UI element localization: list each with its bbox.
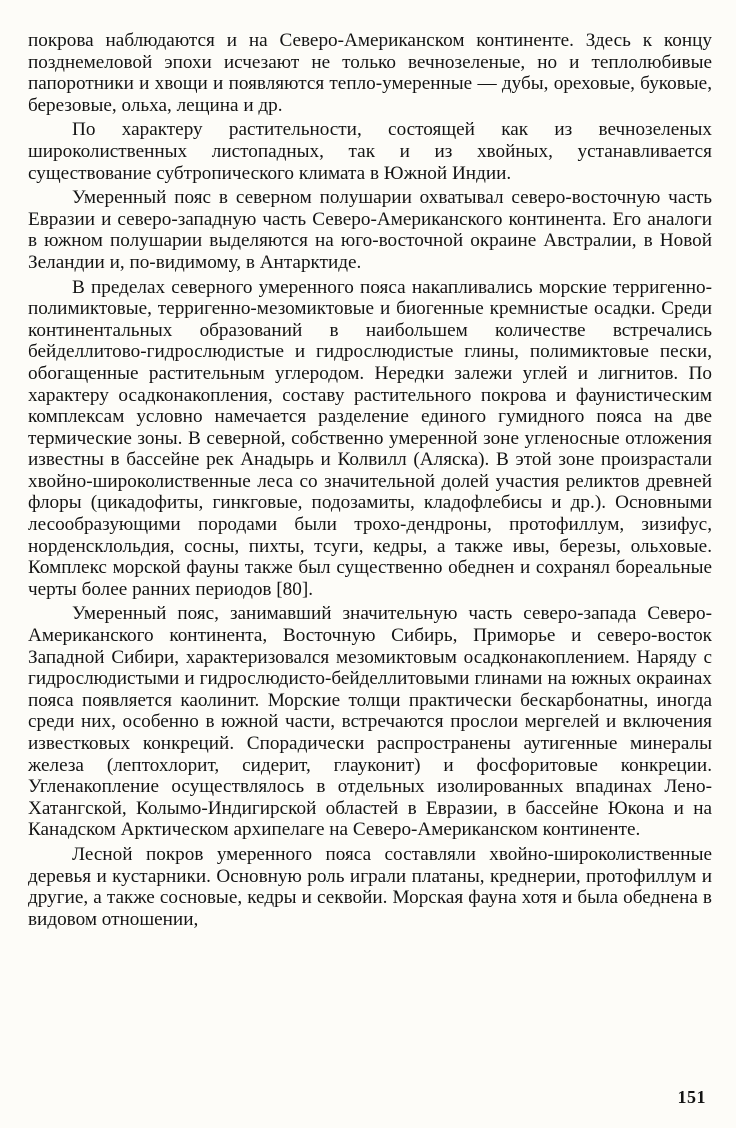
paragraph-south-india-climate: По характеру растительности, состоящей как из вечнозеленых широколиственных листопадных, так и из хвойных, устанавливается существование субтропического климата в Южной Индии.: [28, 119, 712, 184]
paragraph-northern-temperate-sediments: В пределах северного умеренного пояса накапливались морские терригенно-полимиктовые, терригенно-мезомиктовые и биогенные кремнистые осадки. Среди континентальных образований в наибольшем количестве встречались бейделлитово-гидрослюдистые и гидрослюдистые глины, полимиктовые пески, обогащенные растительным углеродом. Нередки залежи углей и лигнитов. По характеру осадконакопления, составу растительного покрова и фаунистическим комплексам условно намечается разделение единого гумидного пояса на две термические зоны. В северной, собственно умеренной зоне угленосные отложения известны в бассейне рек Анадырь и Колвилл (Аляска). В этой зоне произрастали хвойно-широколиственные леса со значительной долей участия реликтов древней флоры (цикадофиты, гинкговые, подозамиты, кладофлебисы и др.). Основными лесообразующими породами были трохо-дендроны, протофиллум, зизифус, норденсклольдия, сосны, пихты, тсуги, кедры, а также ивы, березы, ольховые. Комплекс морской фауны также был существенно обеднен и сохранял бореальные черты более ранних периодов [80].: [28, 276, 712, 600]
paragraph-vegetation-north-america: покрова наблюдаются и на Северо-Американском континенте. Здесь к концу позднемеловой эпохи исчезают не только вечнозеленые, но и теплолюбивые папоротники и хвощи и появляются тепло-умеренные — дубы, ореховые, буковые, березовые, ольха, лещина и др.: [28, 30, 712, 116]
paragraph-forest-cover: Лесной покров умеренного пояса составляли хвойно-широколиственные деревья и кустарники. Основную роль играли платаны, креднерии, протофиллум и другие, а также сосновые, кедры и секвойи. Морская фауна хотя и была обеднена в видовом отношении,: [28, 843, 712, 930]
page-number: 151: [677, 1087, 706, 1107]
paragraph-temperate-belt-north: Умеренный пояс в северном полушарии охватывал северо-восточную часть Евразии и северо-западную часть Северо-Американского континента. Его аналоги в южном полушарии выделяются на юго-восточной окраине Австралии, в Новой Зеландии и, по-видимому, в Антарктиде.: [28, 187, 712, 273]
page-body: [28, 30, 712, 930]
paragraph-temperate-belt-mesomictic: Умеренный пояс, занимавший значительную часть северо-запада Северо-Американского континента, Восточную Сибирь, Приморье и северо-восток Западной Сибири, характеризовался мезомиктовым осадконакоплением. Наряду с гидрослюдистыми и гидрослюдисто-бейделлитовыми глинами на южных окраинах пояса появляется каолинит. Морские толщи практически бескарбонатны, иногда среди них, особенно в южной части, встречаются прослои мергелей и включения известковых конкреций. Спорадически распространены аутигенные минералы железа (лептохлорит, сидерит, глауконит) и фосфоритовые конкреции. Угленакопление осуществлялось в отдельных изолированных впадинах Лено-Хатангской, Колымо-Индигирской областей в Евразии, в бассейне Юкона и на Канадском Арктическом архипелаге на Северо-Американском континенте.: [28, 603, 712, 841]
